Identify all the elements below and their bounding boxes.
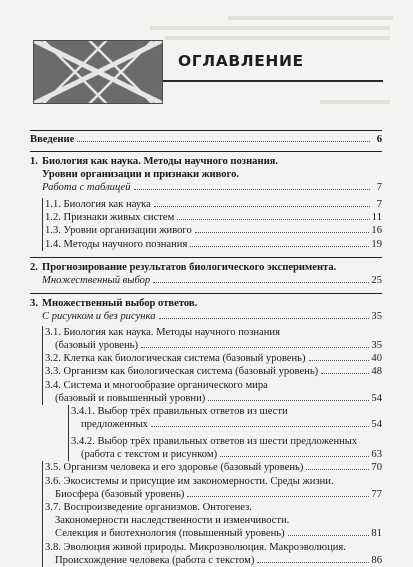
section-task-page: 25 xyxy=(371,274,382,286)
toc-item-label: 3.4.2. Выбор трёх правильных ответов из шести предложенных xyxy=(71,436,358,448)
toc-item-label-cont: (базовый уровень) xyxy=(55,340,139,352)
toc-item-page: 35 xyxy=(371,340,382,352)
header-ornament-icon xyxy=(33,40,163,104)
toc-item[interactable] xyxy=(45,352,382,365)
toc-intro[interactable] xyxy=(30,130,382,151)
toc-item-label: 1.3. Уровни организации живого xyxy=(45,225,192,237)
toc-item-page: 81 xyxy=(371,528,382,540)
toc-intro-page: 6 xyxy=(376,134,382,145)
toc-item-page: 54 xyxy=(371,392,382,404)
section-task-page: 35 xyxy=(371,310,382,322)
toc-item[interactable] xyxy=(45,211,382,224)
toc-item[interactable] xyxy=(71,435,382,461)
toc-item-page: 19 xyxy=(371,238,382,250)
toc-item[interactable] xyxy=(45,238,382,251)
toc-item-label: 1.4. Методы научного познания xyxy=(45,238,188,250)
toc-item-label: 3.3. Организм как биологическая система (базовый уровень) xyxy=(45,366,319,378)
section-subtitle: Уровни организации и признаки живого. xyxy=(42,169,240,180)
section-task[interactable] xyxy=(42,181,382,194)
title-underline xyxy=(163,80,383,82)
toc-item[interactable] xyxy=(45,326,382,352)
section-task[interactable] xyxy=(42,274,382,287)
toc-item-page: 86 xyxy=(371,554,382,566)
toc-item[interactable] xyxy=(45,541,382,567)
toc-item-page: 63 xyxy=(371,449,382,461)
toc-item[interactable] xyxy=(45,475,382,501)
toc-item-label: 3.2. Клетка как биологическая система (базовый уровень) xyxy=(45,353,306,365)
toc-item[interactable] xyxy=(45,379,382,405)
toc-item-label-cont: Закономерности наследственности и изменчивости. xyxy=(55,515,290,527)
toc-item-page: 77 xyxy=(371,488,382,500)
toc-item[interactable] xyxy=(71,405,382,431)
toc-item[interactable] xyxy=(45,198,382,211)
toc-section-3 xyxy=(30,293,382,567)
toc-section-2 xyxy=(30,257,382,287)
section-task-label: Работа с таблицей xyxy=(42,182,131,193)
toc-item-label-cont: предложенных xyxy=(81,419,148,431)
page-header xyxy=(33,40,383,104)
toc-item-label: 1.2. Признаки живых систем xyxy=(45,212,175,224)
subsection-list xyxy=(42,326,382,405)
toc-item-page: 16 xyxy=(371,225,382,237)
section-title: Множественный выбор ответов. xyxy=(42,297,198,309)
section-task-label: Множественный выбор xyxy=(42,274,151,286)
toc-item[interactable] xyxy=(45,224,382,237)
section-number: 1. xyxy=(30,156,38,167)
toc-item-label: 3.4.1. Выбор трёх правильных ответов из шести xyxy=(71,406,288,418)
toc-item-label-cont: Происхождение человека (работа с текстом) xyxy=(55,554,255,566)
toc-intro-label: Введение xyxy=(30,134,75,145)
toc-item-label-cont: Селекция и биотехнология (повышенный уровень) xyxy=(55,528,285,540)
toc-item-label: 3.8. Эволюция живой природы. Микроэволюция. Макроэволюция. xyxy=(45,541,346,553)
toc-section-1 xyxy=(30,151,382,251)
toc-item[interactable] xyxy=(45,365,382,378)
section-number: 3. xyxy=(30,297,38,309)
toc-item-page: 54 xyxy=(371,419,382,431)
table-of-contents xyxy=(30,130,382,567)
toc-item-page: 48 xyxy=(371,366,382,378)
toc-item-page: 7 xyxy=(376,199,382,210)
toc-item-label: 3.1. Биология как наука. Методы научного познания xyxy=(45,326,280,338)
subsubsection-list xyxy=(68,405,382,461)
section-number: 2. xyxy=(30,261,38,273)
toc-item-label-cont: (работа с текстом и рисунком) xyxy=(81,449,218,461)
toc-item-page: 40 xyxy=(371,353,382,365)
section-task-label: С рисунком и без рисунка xyxy=(42,310,156,322)
toc-item-page: 11 xyxy=(371,212,382,224)
subsection-list xyxy=(42,198,382,251)
section-title: Прогнозирование результатов биологического эксперимента. xyxy=(42,261,337,273)
toc-item-label: 3.5. Организм человека и его здоровье (базовый уровень) xyxy=(45,462,304,474)
toc-item[interactable] xyxy=(45,501,382,541)
toc-item-label: 3.4. Система и многообразие органического мира xyxy=(45,379,268,391)
toc-item[interactable] xyxy=(45,461,382,474)
toc-item-label: 3.6. Экосистемы и присущие им закономерности. Среды жизни. xyxy=(45,475,334,487)
section-title: Биология как наука. Методы научного познания. xyxy=(42,156,279,167)
subsection-list xyxy=(42,461,382,567)
toc-item-label: 3.7. Воспроизведение организмов. Онтогенез. xyxy=(45,502,252,514)
toc-item-label-cont: Биосфера (базовый уровень) xyxy=(55,488,185,500)
section-task-page: 7 xyxy=(376,182,382,193)
toc-item-label-cont: (базовый и повышенный уровни) xyxy=(55,392,206,404)
toc-item-page: 70 xyxy=(371,462,382,474)
toc-item-label: 1.1. Биология как наука xyxy=(45,199,151,210)
section-task[interactable] xyxy=(42,310,382,323)
page-title: ОГЛАВЛЕНИЕ xyxy=(178,52,304,70)
